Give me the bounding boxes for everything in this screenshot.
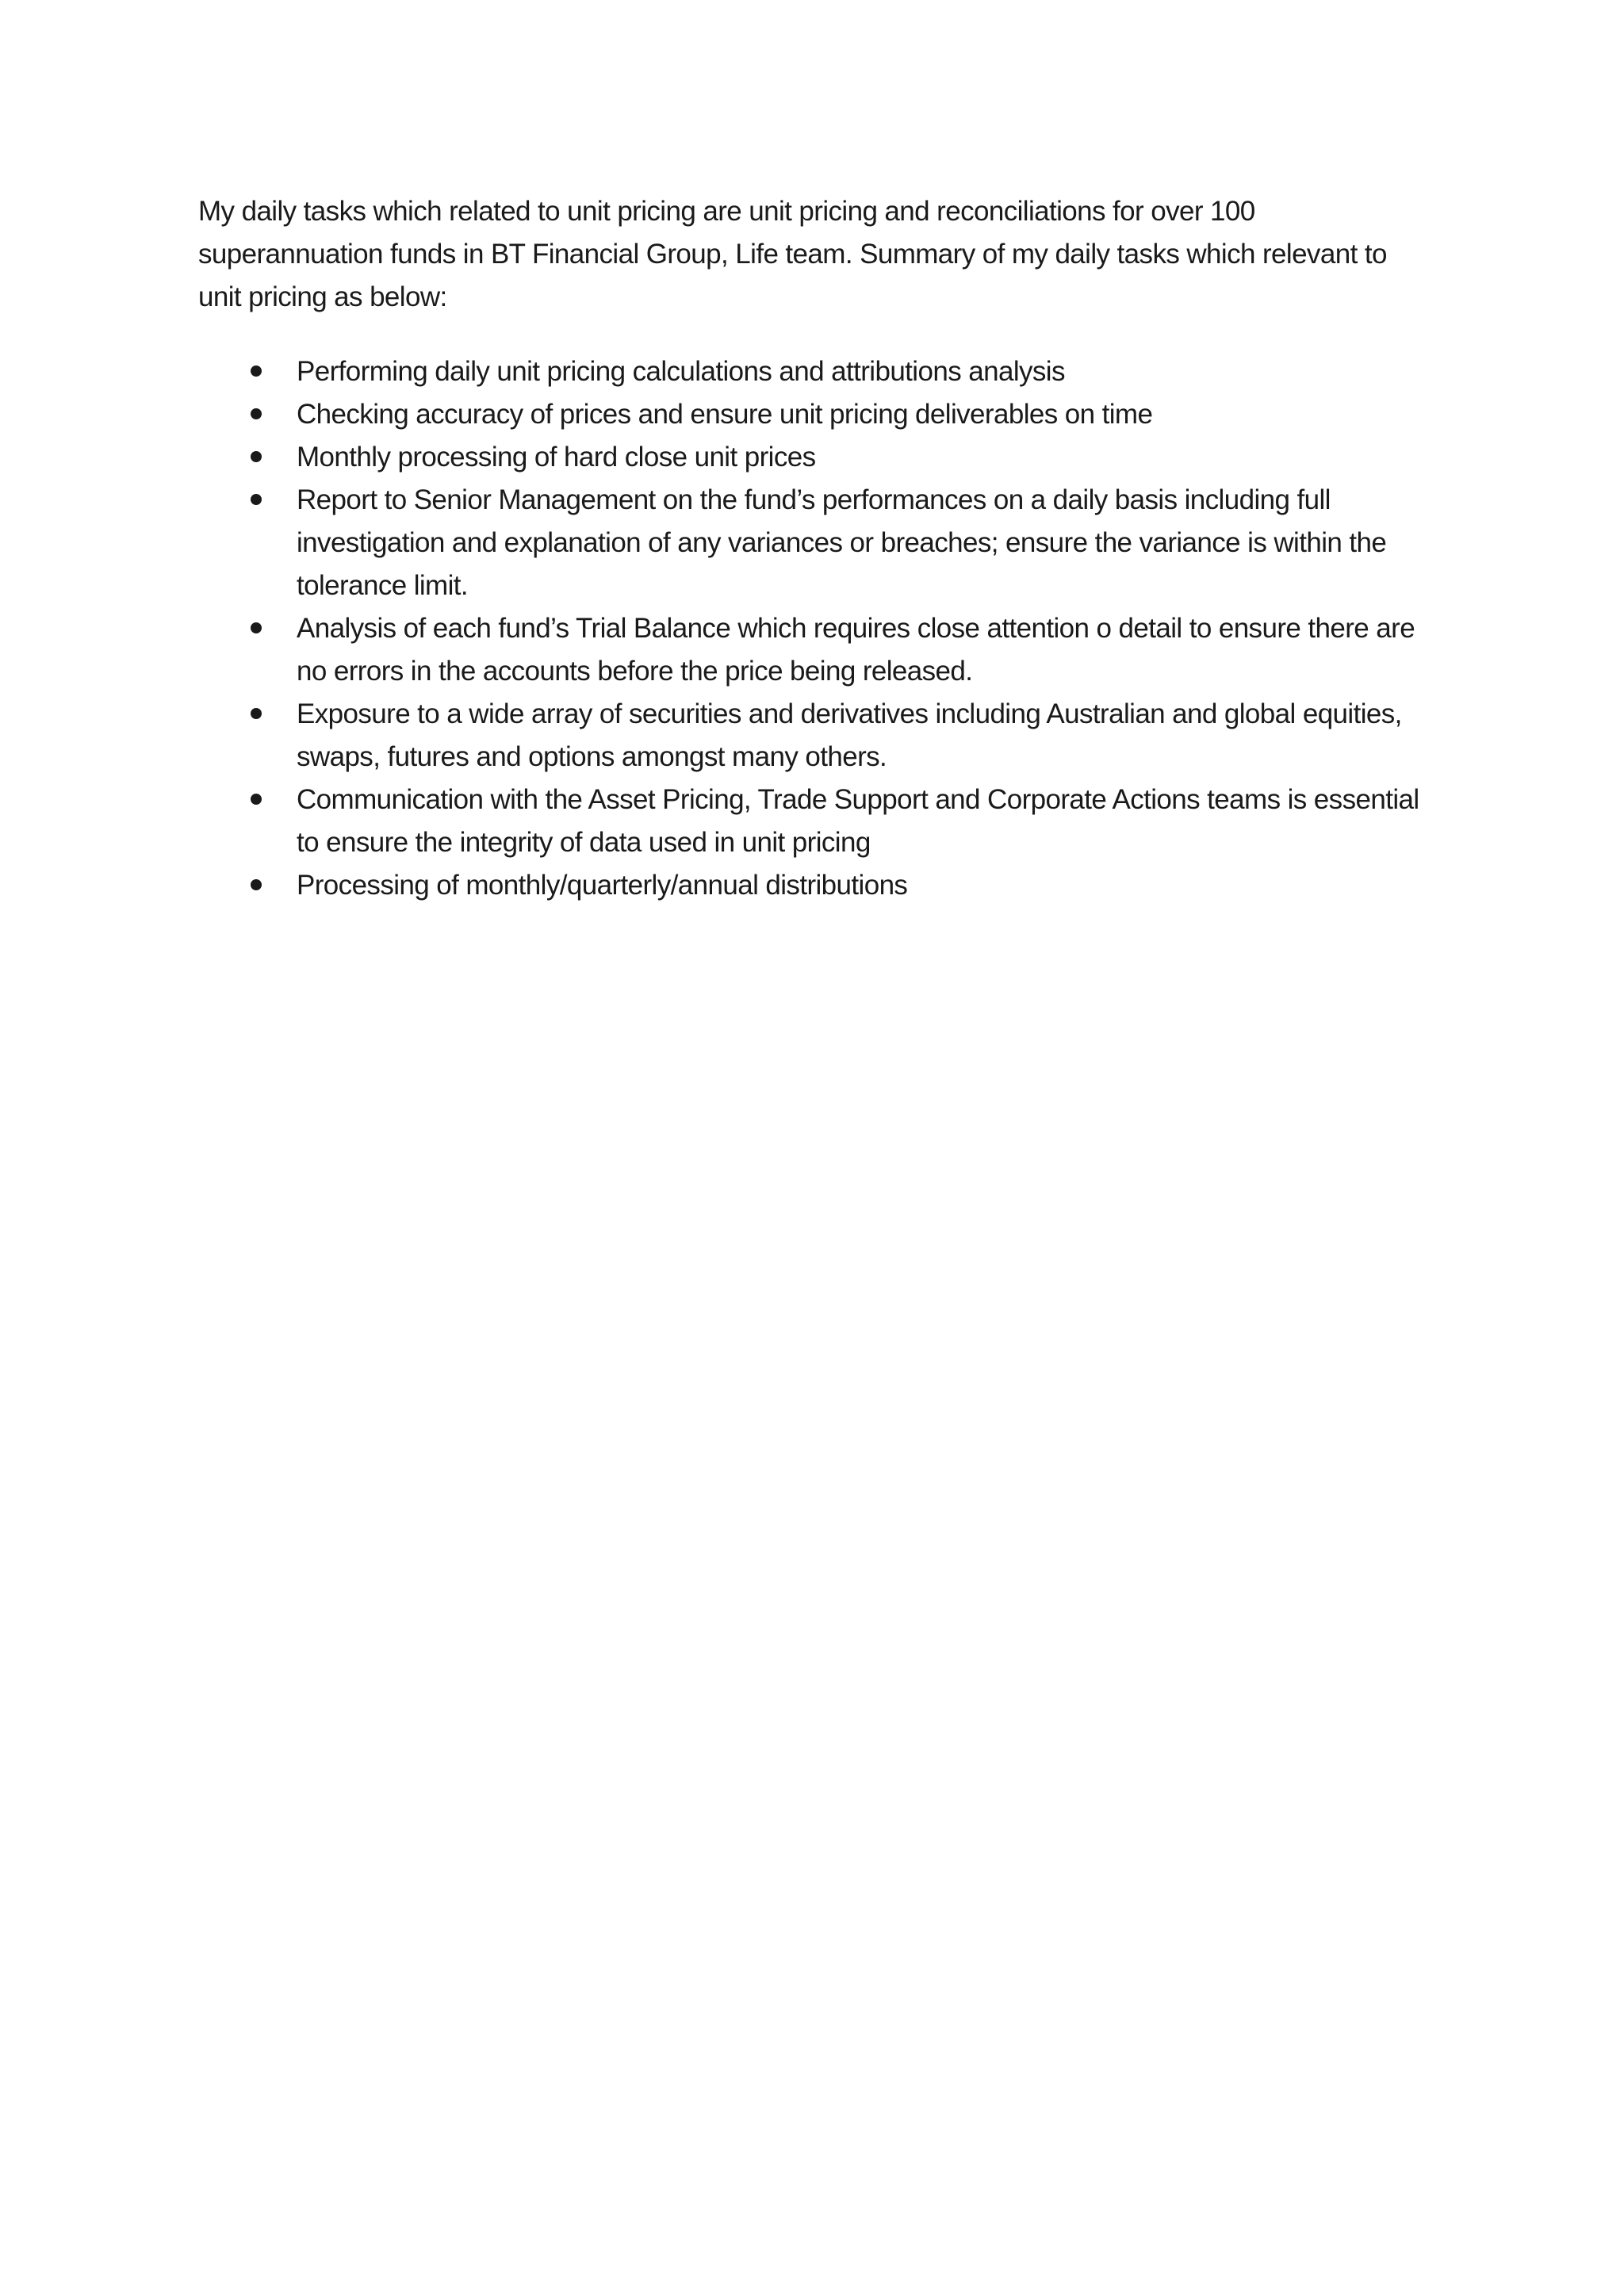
bullet-icon: [251, 622, 262, 633]
bullet-icon: [251, 365, 262, 377]
bullet-icon: [251, 408, 262, 419]
document-body: [198, 190, 1435, 907]
list-item: [198, 350, 1435, 393]
list-item: [198, 393, 1435, 436]
bullet-icon: [251, 494, 262, 505]
list-item-text: Performing daily unit pricing calculations and attributions analysis: [297, 356, 1065, 387]
list-item: [198, 779, 1435, 864]
task-list: [198, 350, 1435, 907]
bullet-icon: [251, 451, 262, 462]
bullet-icon: [251, 879, 262, 890]
bullet-icon: [251, 794, 262, 805]
intro-paragraph: My daily tasks which related to unit pricing are unit pricing and reconciliations for over 100 superannuation funds in BT Financial Group, Life team. Summary of my daily tasks which relevant to unit pricing as below:: [198, 196, 1387, 312]
list-item: [198, 607, 1435, 693]
list-item-text: Checking accuracy of prices and ensure unit pricing deliverables on time: [297, 399, 1153, 430]
list-item: [198, 693, 1435, 779]
bullet-icon: [251, 708, 262, 719]
list-item-text: Communication with the Asset Pricing, Trade Support and Corporate Actions teams is essential to ensure the integrity of data used in unit pricing: [297, 784, 1419, 858]
list-item: [198, 479, 1435, 607]
list-item-text: Report to Senior Management on the fund’s performances on a daily basis including full investigation and explanation of any variances or breaches; ensure the variance is within the tolerance limit.: [297, 484, 1387, 601]
list-item-text: Exposure to a wide array of securities and derivatives including Australian and global equities, swaps, futures and options amongst many others.: [297, 698, 1402, 772]
list-item-text: Analysis of each fund’s Trial Balance which requires close attention o detail to ensure there are no errors in the accounts before the price being released.: [297, 613, 1415, 687]
list-item-text: Processing of monthly/quarterly/annual distributions: [297, 870, 908, 901]
list-item: [198, 864, 1435, 907]
list-item: [198, 436, 1435, 479]
list-item-text: Monthly processing of hard close unit prices: [297, 442, 816, 473]
